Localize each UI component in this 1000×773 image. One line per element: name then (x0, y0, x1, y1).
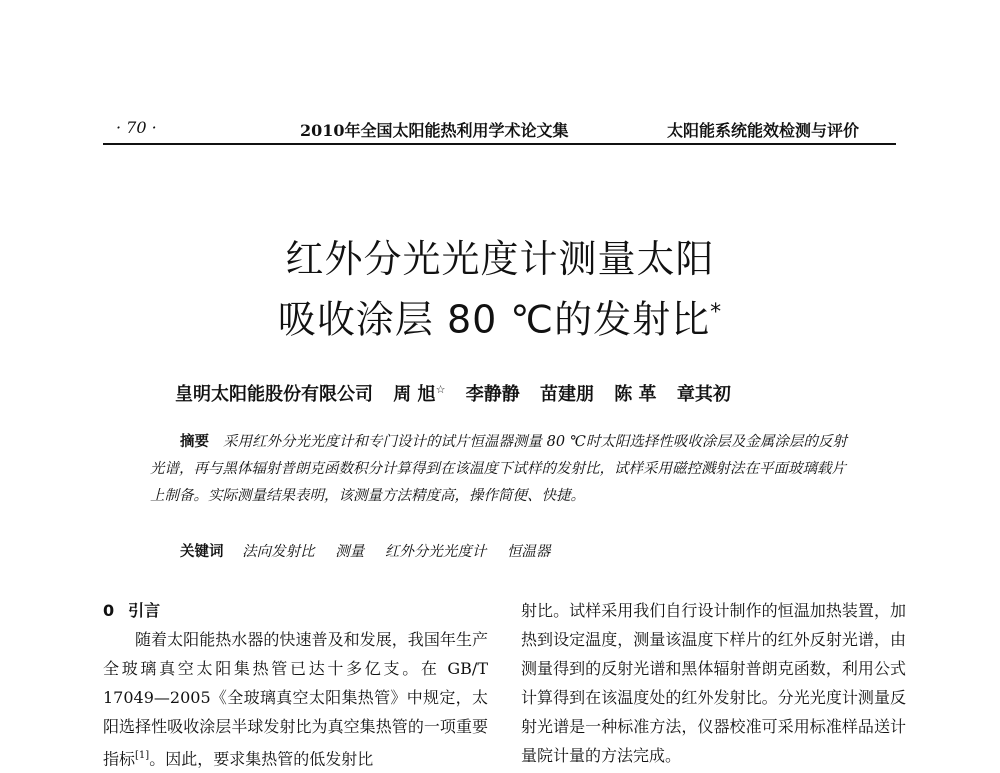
section-title: 太阳能系统能效检测与评价 (667, 121, 860, 140)
title-line-2-text: 吸收涂层 80 ℃的发射比 (277, 297, 711, 342)
title-footnote-mark: * (710, 300, 723, 325)
intro-paragraph (103, 625, 488, 773)
author-1: 周 旭 (393, 384, 436, 405)
running-title: 2010年全国太阳能热利用学术论文集 (300, 121, 569, 140)
affiliation: 皇明太阳能股份有限公司 (175, 384, 373, 405)
author-3: 苗建朋 (540, 384, 594, 405)
title-line-2 (100, 286, 900, 347)
body-column-right (521, 596, 906, 770)
body-column-left (103, 596, 488, 773)
page-number: · 70 · (116, 118, 157, 137)
section-number: 0 (103, 601, 115, 620)
author-name (393, 384, 445, 405)
title-line-1: 红外分光光度计测量太阳 (285, 237, 715, 281)
corresponding-mark: ☆ (435, 383, 446, 396)
abstract-text: 采用红外分光光度计和专门设计的试片恒温器测量 80 ℃时太阳选择性吸收涂层及金属涂层的反射光谱，再与黑体辐射普朗克函数积分计算得到在该温度下试样的发射比，试样采用磁控溅射法在平面玻璃载片上制备。实际测量结果表明，该测量方法精度高，操作简便、快捷。 (150, 434, 847, 504)
author-4: 陈 革 (614, 384, 657, 405)
keyword: 红外分光光度计 (384, 544, 487, 560)
intro-text-after: 。因此，要求集热管的低发射比 (149, 749, 374, 769)
keywords (180, 540, 566, 561)
keyword: 法向发射比 (242, 544, 315, 560)
paper-title (100, 232, 900, 347)
citation: [1] (135, 750, 150, 761)
abstract-label: 摘要 (180, 433, 209, 450)
keywords-label: 关键词 (180, 543, 224, 560)
section-heading-text: 引言 (128, 601, 161, 620)
byline (175, 380, 731, 406)
intro-text: 随着太阳能热水器的快速普及和发展，我国年生产全玻璃真空太阳集热管已达十多亿支。在 GB/T 17049—2005《全玻璃真空太阳集热管》中规定，太阳选择性吸收涂层半球发射比为真空集热管的一项重要指标 (103, 630, 488, 769)
section-heading (103, 596, 488, 625)
intro-continued: 射比。试样采用我们自行设计制作的恒温加热装置，加热到设定温度，测量该温度下样片的红外反射光谱，由测量得到的反射光谱和黑体辐射普朗克函数，利用公式计算得到在该温度处的红外发射比。分光光度计测量反射光谱是一种标准方法，仪器校准可采用标准样品送计量院计量的方法完成。 (521, 601, 906, 765)
abstract (150, 428, 860, 510)
keyword: 测量 (335, 544, 365, 560)
header-rule (103, 143, 896, 145)
author-2: 李静静 (465, 384, 520, 405)
keyword: 恒温器 (506, 544, 551, 560)
author-5: 章其初 (676, 384, 731, 405)
